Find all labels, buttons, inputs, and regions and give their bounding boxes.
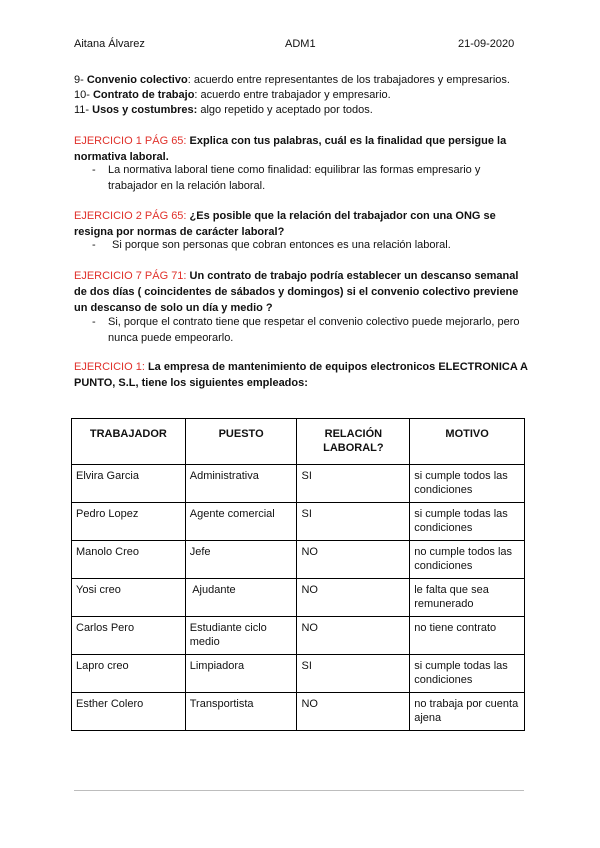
cell-worker: Esther Colero [72, 693, 186, 731]
cell-reason: no tiene contrato [410, 617, 525, 655]
exercise-label: EJERCICIO 7 PÁG 71: [74, 270, 187, 282]
footer-divider [74, 790, 524, 791]
table-row [72, 465, 525, 503]
definition-term: Usos y costumbres: [92, 104, 198, 116]
exercise-answer: La normativa laboral tiene como finalidad: equilibrar las formas empresario y trabajador en la relación laboral. [108, 164, 481, 192]
cell-relation: SI [297, 503, 410, 541]
table-header-row [72, 419, 525, 465]
cell-reason: si cumple todas las condiciones [410, 655, 525, 693]
definition-term: Contrato de trabajo [92, 89, 195, 101]
definition-term: Convenio colectivo [86, 74, 188, 86]
exercise-label: EJERCICIO 1 PÁG 65: [74, 135, 187, 147]
table-row [72, 579, 525, 617]
column-header: PUESTO [185, 419, 297, 465]
cell-worker: Manolo Creo [72, 541, 186, 579]
cell-relation: NO [297, 579, 410, 617]
employees-table [71, 418, 525, 731]
exercise-question-text: ¿Es posible que la relación del trabajador con una ONG se resigna por normas de carácter laboral? [74, 210, 496, 238]
exercise-answer: Si porque son personas que cobran entonces es una relación laboral. [112, 239, 451, 251]
cell-relation: NO [297, 617, 410, 655]
cell-worker: Elvira Garcia [72, 465, 186, 503]
exercise-question-text: Un contrato de trabajo podría establecer un descanso semanal de dos días ( coincidentes de sábados y domingos) si el convenio colectivo previene un descanso de solo un día y medio ? [74, 270, 519, 314]
definition-separator: : [187, 74, 191, 86]
answer-dash: - [92, 239, 96, 251]
cell-worker: Yosi creo [72, 579, 186, 617]
cell-relation: NO [297, 693, 410, 731]
table-row [72, 655, 525, 693]
cell-relation: SI [297, 465, 410, 503]
definition-text: algo repetido y aceptado por todos. [197, 104, 373, 116]
column-header: TRABAJADOR [72, 419, 186, 465]
cell-position: Limpiadora [185, 655, 297, 693]
table-exercise-intro [74, 359, 534, 391]
definition-separator: : [194, 89, 198, 101]
definition-item [74, 73, 510, 87]
definition-number: 10- [74, 89, 90, 101]
table-row [72, 503, 525, 541]
definition-number: 9- [74, 74, 84, 86]
definition-text: acuerdo entre trabajador y empresario. [197, 89, 391, 101]
exercise-label: EJERCICIO 2 PÁG 65: [74, 210, 187, 222]
definition-number: 11- [74, 104, 90, 116]
exercise-question-text: La empresa de mantenimiento de equipos electronicos ELECTRONICA A PUNTO, S.L, tiene los siguientes empleados: [74, 361, 528, 389]
exercise-question-text: Explica con tus palabras, cuál es la finalidad que persigue la normativa laboral. [74, 135, 507, 163]
exercise-question [74, 208, 534, 240]
course-code: ADM1 [285, 38, 316, 50]
cell-worker: Lapro creo [72, 655, 186, 693]
cell-position: Transportista [185, 693, 297, 731]
definition-item [74, 103, 373, 117]
column-header: MOTIVO [410, 419, 525, 465]
document-date: 21-09-2020 [458, 38, 515, 50]
cell-worker: Carlos Pero [72, 617, 186, 655]
column-header: RELACIÓN LABORAL? [297, 419, 410, 465]
cell-position: Jefe [185, 541, 297, 579]
cell-reason: si cumple todas las condiciones [410, 503, 525, 541]
definition-item [74, 88, 391, 102]
cell-reason: si cumple todos las condiciones [410, 465, 525, 503]
table-row [72, 693, 525, 731]
exercise-question [74, 268, 534, 316]
cell-reason: le falta que sea remunerado [410, 579, 525, 617]
cell-relation: NO [297, 541, 410, 579]
exercise-answer: Si, porque el contrato tiene que respetar el convenio colectivo puede mejorarlo, pero nunca puede empeorarlo. [108, 316, 520, 344]
answer-dash: - [92, 316, 96, 328]
cell-worker: Pedro Lopez [72, 503, 186, 541]
cell-position: Ajudante [185, 579, 297, 617]
table-row [72, 541, 525, 579]
exercise-label: EJERCICIO 1: [74, 361, 145, 373]
exercise-question [74, 133, 534, 165]
table-row [72, 617, 525, 655]
cell-reason: no trabaja por cuenta ajena [410, 693, 525, 731]
author-name: Aitana Álvarez [74, 38, 145, 50]
cell-position: Agente comercial [185, 503, 297, 541]
definition-text: acuerdo entre representantes de los trabajadores y empresarios. [190, 74, 510, 86]
cell-relation: SI [297, 655, 410, 693]
cell-position: Administrativa [185, 465, 297, 503]
cell-position: Estudiante ciclo medio [185, 617, 297, 655]
answer-dash: - [92, 164, 96, 176]
cell-reason: no cumple todos las condiciones [410, 541, 525, 579]
